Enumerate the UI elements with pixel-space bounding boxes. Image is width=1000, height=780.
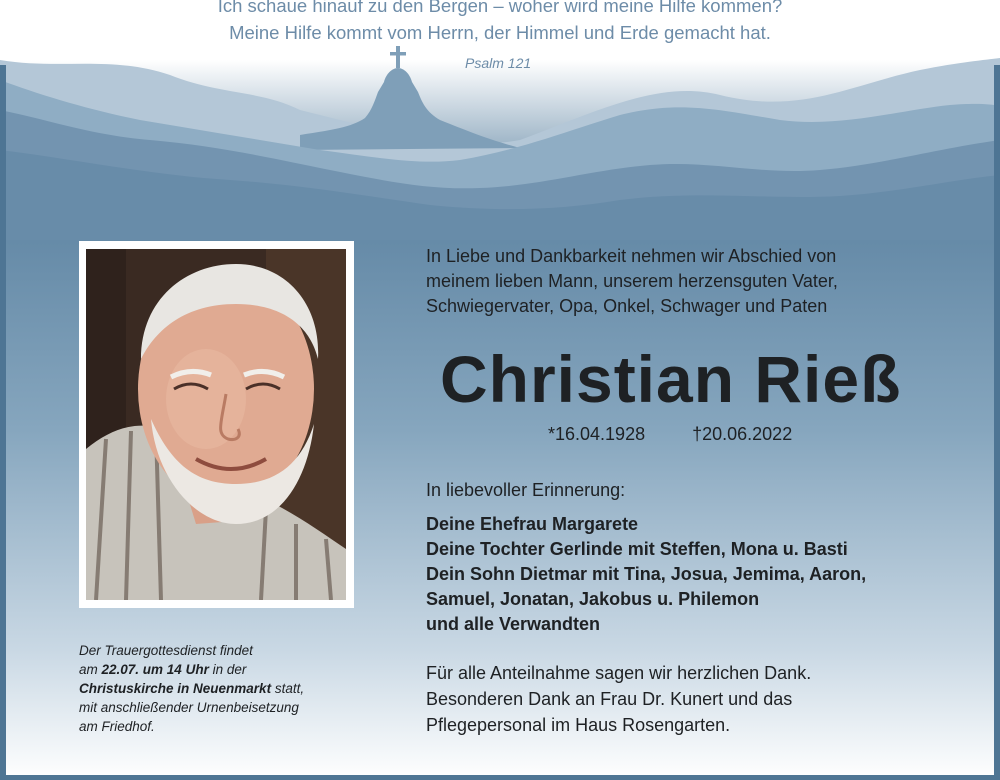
deceased-name: Christian Rieß	[440, 342, 902, 416]
service-line-3-suffix: statt,	[271, 681, 305, 696]
service-line-5: am Friedhof.	[79, 719, 155, 734]
service-line-3	[79, 679, 369, 698]
mourner-line: Deine Tochter Gerlinde mit Steffen, Mona u. Basti	[426, 539, 848, 559]
life-dates	[548, 424, 792, 445]
mourner-line: und alle Verwandten	[426, 614, 601, 634]
psalm-reference: Psalm 121	[465, 55, 532, 71]
service-line-2-suffix: in der	[208, 662, 247, 677]
portrait-illustration	[86, 249, 346, 600]
mourner-line: Dein Sohn Dietmar mit Tina, Josua, Jemima, Aaron,	[426, 564, 867, 584]
left-border	[0, 65, 6, 780]
cross-vertical	[396, 46, 400, 68]
mourners-list	[426, 512, 986, 637]
mourner-line: Deine Ehefrau Margarete	[426, 514, 639, 534]
service-line-2	[79, 660, 369, 679]
birth-date: *16.04.1928	[548, 424, 646, 444]
thanks-line: Besonderen Dank an Frau Dr. Kunert und das	[426, 689, 793, 709]
intro-line: meinem lieben Mann, unserem herzensguten Vater,	[426, 271, 838, 291]
service-line-4: mit anschließender Urnenbeisetzung	[79, 700, 299, 715]
thanks-line: Für alle Anteilnahme sagen wir herzlichen Dank.	[426, 663, 812, 683]
church-hill	[300, 68, 520, 150]
portrait-photo	[86, 249, 346, 600]
service-date-time: 22.07. um 14 Uhr	[101, 662, 209, 677]
cross-horizontal	[390, 52, 406, 56]
thanks-line: Pflegepersonal im Haus Rosengarten.	[426, 715, 731, 735]
service-line-2-prefix: am	[79, 662, 102, 677]
thanks-note	[426, 660, 966, 738]
farewell-intro	[426, 244, 966, 319]
funeral-service-info	[79, 641, 369, 736]
psalm-verse-line-2: Meine Hilfe kommt vom Herrn, der Himmel und Erde gemacht hat.	[229, 22, 771, 43]
service-location: Christuskirche in Neuenmarkt	[79, 681, 272, 696]
right-border	[994, 65, 1000, 780]
intro-line: Schwiegervater, Opa, Onkel, Schwager und Paten	[426, 296, 828, 316]
intro-line: In Liebe und Dankbarkeit nehmen wir Abschied von	[426, 246, 837, 266]
mourner-line: Samuel, Jonatan, Jakobus u. Philemon	[426, 589, 760, 609]
memory-label: In liebevoller Erinnerung:	[426, 480, 626, 500]
service-line-1: Der Trauergottesdienst findet	[79, 643, 253, 658]
bottom-border	[0, 775, 1000, 780]
death-date: †20.06.2022	[692, 424, 793, 444]
psalm-verse-line-1: Ich schaue hinauf zu den Bergen – woher wird meine Hilfe kommen?	[217, 0, 783, 16]
